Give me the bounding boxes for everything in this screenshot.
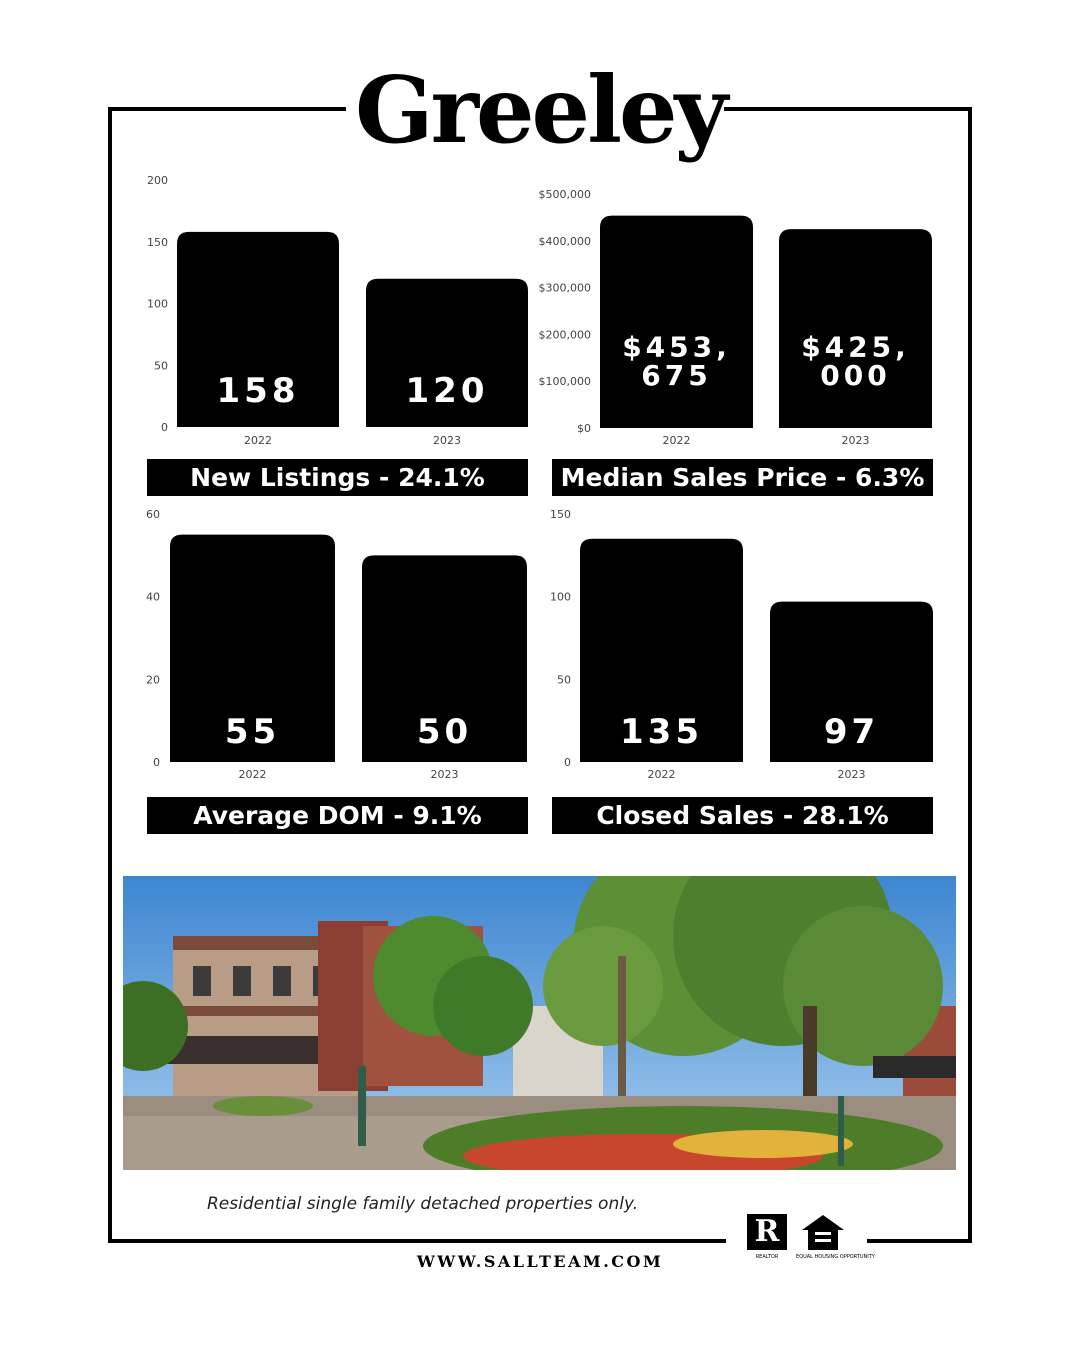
frame-left xyxy=(108,107,112,1243)
chart1-ytick-label: 200 xyxy=(147,174,168,187)
chart3-category-label: 2023 xyxy=(430,768,459,781)
frame-bottom-right xyxy=(867,1239,972,1243)
chart2-ytick-label: $300,000 xyxy=(538,281,591,295)
chart-new-listings xyxy=(120,170,540,455)
chart4-ytick-label: 150 xyxy=(550,508,571,521)
chart-new-listings-svg xyxy=(120,170,540,455)
chart1-value-label: 120 xyxy=(405,371,489,411)
caption-new-listings: New Listings - 24.1% xyxy=(147,459,528,496)
chart2-ytick-label: $200,000 xyxy=(538,328,591,342)
caption-average-dom: Average DOM - 9.1% xyxy=(147,797,528,834)
frame-right xyxy=(968,107,972,1243)
downtown-street-photo xyxy=(123,876,956,1170)
chart2-value-label: $425, xyxy=(801,330,910,364)
realtor-r-icon: R xyxy=(747,1214,787,1250)
chart1-ytick-label: 0 xyxy=(161,421,168,434)
chart2-value-label: 675 xyxy=(641,359,712,392)
chart-median-sales-price xyxy=(520,180,940,455)
chart2-bar-2023 xyxy=(779,229,932,428)
chart3-ytick-label: 0 xyxy=(153,756,160,769)
chart4-ytick-label: 0 xyxy=(564,756,571,769)
chart3-category-label: 2022 xyxy=(238,768,267,781)
chart3-value-label: 50 xyxy=(416,712,473,752)
chart2-category-label: 2022 xyxy=(662,434,691,447)
chart1-value-label: 158 xyxy=(216,371,300,411)
chart-average-dom xyxy=(120,505,540,790)
chart-average-dom-svg xyxy=(120,505,540,790)
frame-top-left xyxy=(108,107,346,111)
chart-median-sales-price-svg xyxy=(520,180,940,455)
downtown-street-illustration xyxy=(123,876,956,1170)
chart3-ytick-label: 60 xyxy=(146,508,160,521)
chart3-ytick-label: 20 xyxy=(146,673,160,687)
chart3-value-label: 55 xyxy=(224,712,281,752)
chart2-ytick-label: $500,000 xyxy=(538,188,591,201)
chart-closed-sales-svg xyxy=(520,505,940,790)
chart2-value-label: 000 xyxy=(820,359,891,392)
chart2-value-label: $453, xyxy=(622,330,731,364)
footnote: Residential single family detached properties only. xyxy=(207,1194,639,1214)
caption-closed-sales: Closed Sales - 28.1% xyxy=(552,797,933,834)
equal-housing-icon xyxy=(800,1214,846,1252)
realtor-caption: REALTOR xyxy=(755,1254,779,1260)
website-url: WWW.SALLTEAM.COM xyxy=(416,1252,664,1271)
chart4-category-label: 2023 xyxy=(837,768,866,781)
chart-closed-sales xyxy=(520,505,940,790)
caption-median-sales-price: Median Sales Price - 6.3% xyxy=(552,459,933,496)
chart2-ytick-label: $100,000 xyxy=(538,375,591,389)
equal-housing-caption: EQUAL HOUSING OPPORTUNITY xyxy=(796,1254,875,1260)
chart1-category-label: 2022 xyxy=(244,434,272,447)
chart1-ytick-label: 50 xyxy=(154,359,168,373)
chart2-ytick-label: $0 xyxy=(577,422,591,435)
chart4-value-label: 135 xyxy=(620,712,703,752)
realtor-logo xyxy=(747,1214,787,1262)
frame-top-right xyxy=(724,107,972,111)
chart1-category-label: 2023 xyxy=(433,434,461,447)
chart4-ytick-label: 100 xyxy=(550,590,571,604)
page-title: Greeley xyxy=(354,56,726,164)
chart1-ytick-label: 150 xyxy=(147,235,168,249)
chart3-ytick-label: 40 xyxy=(146,590,160,604)
chart1-ytick-label: 100 xyxy=(147,297,168,311)
chart4-category-label: 2022 xyxy=(647,768,676,781)
chart2-category-label: 2023 xyxy=(841,434,870,447)
frame-bottom-left xyxy=(108,1239,726,1243)
equal-housing-logo xyxy=(796,1214,875,1262)
chart2-bar-2022 xyxy=(600,216,753,428)
chart2-ytick-label: $400,000 xyxy=(538,234,591,248)
chart4-ytick-label: 50 xyxy=(557,673,571,687)
chart4-value-label: 97 xyxy=(823,712,880,752)
